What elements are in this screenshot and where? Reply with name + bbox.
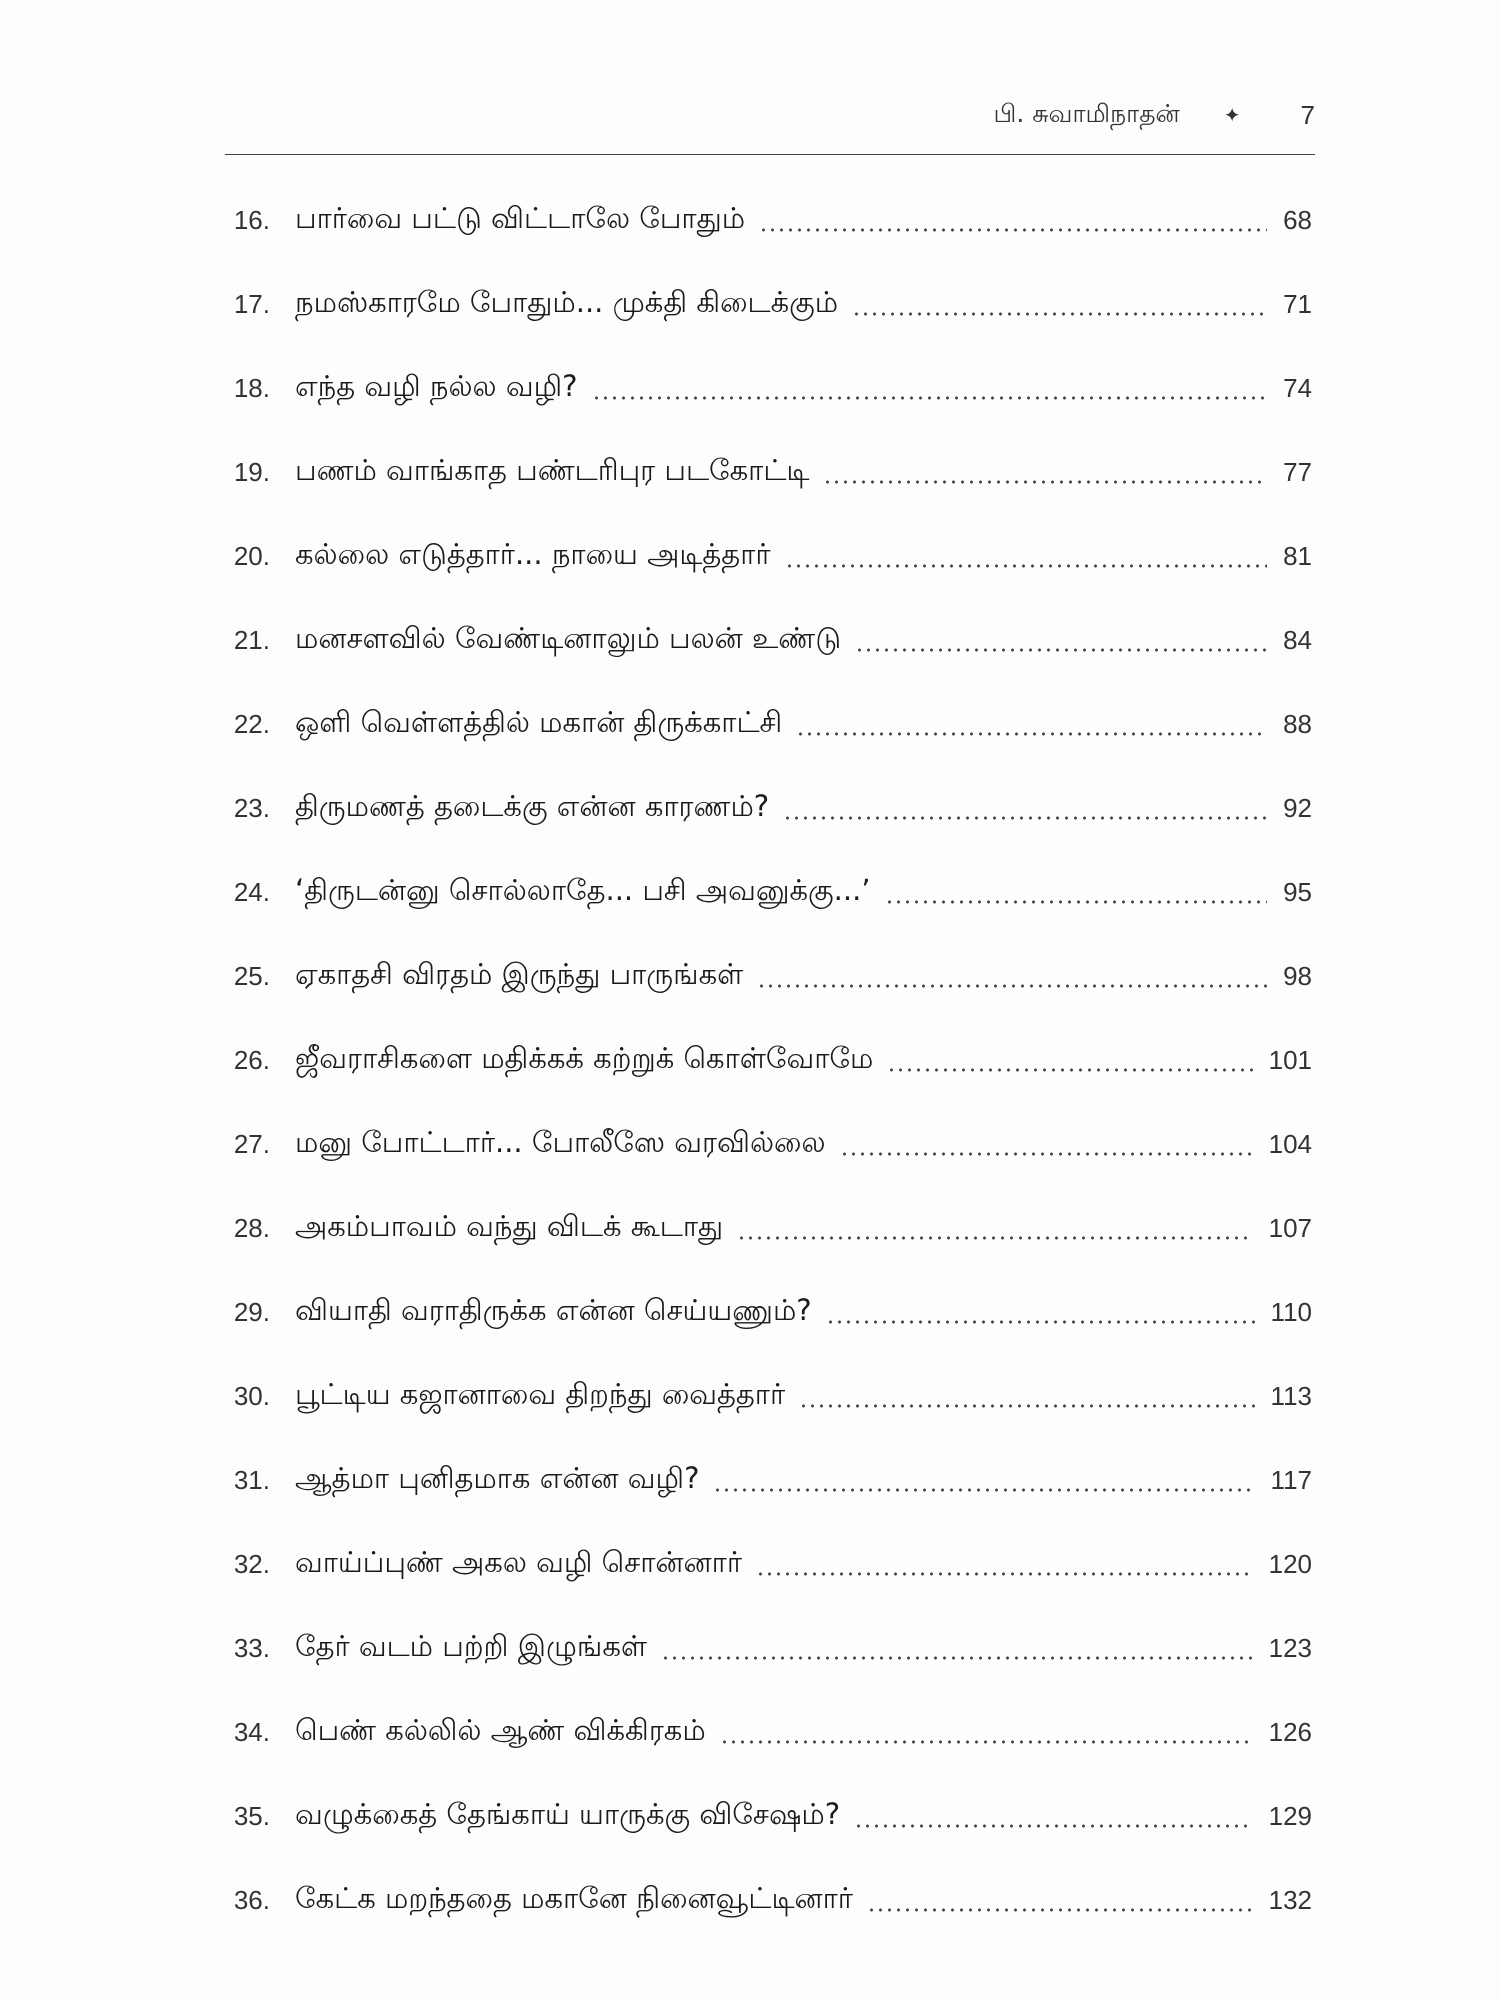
toc-entry: [0, 1366, 1500, 1426]
toc-entry-title: ஆத்மா புனிதமாக என்ன வழி?: [295, 1461, 700, 1495]
toc-entry: [0, 1450, 1500, 1510]
toc-entry: [0, 1702, 1500, 1762]
toc-entry-number: 27.: [233, 1128, 270, 1159]
toc-leader-dots: [713, 1488, 1254, 1492]
toc-entry-number: 28.: [233, 1212, 270, 1243]
toc-entry: [0, 1786, 1500, 1846]
toc-entry-page: 77: [1283, 456, 1312, 487]
toc-entry-page: 104: [1268, 1128, 1312, 1159]
toc-entry-title: தேர் வடம் பற்றி இழுங்கள்: [295, 1629, 648, 1663]
toc-entry-page: 117: [1270, 1464, 1312, 1495]
toc-entry-title: ஒளி வெள்ளத்தில் மகான் திருக்காட்சி: [295, 705, 783, 739]
toc-entry-number: 17.: [233, 288, 270, 319]
toc-leader-dots: [592, 396, 1268, 400]
toc-leader-dots: [783, 816, 1267, 820]
toc-leader-dots: [799, 1404, 1254, 1408]
toc-entry-title: ஜீவராசிகளை மதிக்கக் கற்றுக் கொள்வோமே: [295, 1041, 874, 1075]
toc-entry: [0, 1618, 1500, 1678]
toc-leader-dots: [826, 1320, 1255, 1324]
toc-entry-page: 101: [1268, 1044, 1312, 1075]
toc-entry-number: 35.: [233, 1800, 270, 1831]
header-separator-icon: ✦: [1223, 103, 1241, 127]
running-header: [225, 95, 1315, 135]
toc-entry-number: 31.: [233, 1464, 270, 1495]
toc-entry-page: 113: [1270, 1380, 1312, 1411]
toc-entry-page: 126: [1268, 1716, 1312, 1747]
toc-entry-number: 30.: [233, 1380, 270, 1411]
toc-entry-page: 88: [1283, 708, 1312, 739]
toc-entry: [0, 442, 1500, 502]
toc-leader-dots: [759, 228, 1267, 232]
toc-entry-page: 81: [1283, 540, 1312, 571]
toc-entry: [0, 862, 1500, 922]
toc-entry-number: 33.: [233, 1632, 270, 1663]
toc-entry-title: பணம் வாங்காத பண்டரிபுர படகோட்டி: [295, 453, 810, 487]
toc-entry-page: 92: [1283, 792, 1312, 823]
toc-entry: [0, 1198, 1500, 1258]
toc-entry: [0, 1870, 1500, 1930]
toc-entry-number: 16.: [233, 204, 270, 235]
toc-entry: [0, 694, 1500, 754]
toc-entry-title: மனசளவில் வேண்டினாலும் பலன் உண்டு: [295, 621, 842, 655]
toc-entry-page: 110: [1270, 1296, 1312, 1327]
toc-leader-dots: [737, 1236, 1252, 1240]
toc-leader-dots: [885, 900, 1268, 904]
toc-entry-title: வழுக்கைத் தேங்காய் யாருக்கு விசேஷம்?: [295, 1797, 841, 1831]
toc-entry-page: 98: [1283, 960, 1312, 991]
toc-entry-number: 21.: [233, 624, 270, 655]
toc-entry: [0, 610, 1500, 670]
toc-entry: [0, 526, 1500, 586]
toc-leader-dots: [796, 732, 1267, 736]
toc-leader-dots: [867, 1908, 1253, 1912]
toc-leader-dots: [852, 312, 1267, 316]
toc-entry-number: 23.: [233, 792, 270, 823]
toc-entry-page: 74: [1283, 372, 1312, 403]
toc-entry-page: 84: [1283, 624, 1312, 655]
toc-entry-page: 95: [1283, 876, 1312, 907]
toc-entry: [0, 358, 1500, 418]
toc-entry-title: பெண் கல்லில் ஆண் விக்கிரகம்: [295, 1713, 706, 1747]
toc-entry-number: 22.: [233, 708, 270, 739]
toc-entry: [0, 1030, 1500, 1090]
toc-entry-number: 32.: [233, 1548, 270, 1579]
toc-entry-title: எந்த வழி நல்ல வழி?: [295, 369, 578, 403]
toc-entry-page: 107: [1268, 1212, 1312, 1243]
toc-entry-title: கல்லை எடுத்தார்... நாயை அடித்தார்: [295, 537, 771, 571]
toc-entry-title: பார்வை பட்டு விட்டாலே போதும்: [295, 201, 746, 235]
header-rule: [225, 154, 1315, 155]
toc-entry-page: 123: [1268, 1632, 1312, 1663]
toc-entry-number: 19.: [233, 456, 270, 487]
toc-leader-dots: [757, 984, 1267, 988]
toc-entry-number: 34.: [233, 1716, 270, 1747]
toc-entry-number: 24.: [233, 876, 270, 907]
toc-entry: [0, 190, 1500, 250]
toc-entry-number: 18.: [233, 372, 270, 403]
toc-leader-dots: [785, 564, 1268, 568]
toc-entry: [0, 274, 1500, 334]
toc-entry-title: ஏகாதசி விரதம் இருந்து பாருங்கள்: [295, 957, 744, 991]
toc-entry-title: அகம்பாவம் வந்து விடக் கூடாது: [295, 1209, 724, 1243]
toc-entry-number: 36.: [233, 1884, 270, 1915]
toc-entry-title: வியாதி வராதிருக்க என்ன செய்யணும்?: [295, 1293, 812, 1327]
toc-leader-dots: [855, 648, 1267, 652]
header-page-number: 7: [1300, 99, 1315, 130]
toc-leader-dots: [887, 1068, 1252, 1072]
toc-entry-number: 20.: [233, 540, 270, 571]
header-author: பி. சுவாமிநாதன்: [993, 98, 1180, 128]
toc-entry-title: திருமணத் தடைக்கு என்ன காரணம்?: [295, 789, 770, 823]
toc-entry-title: கேட்க மறந்ததை மகானே நினைவூட்டினார்: [295, 1881, 853, 1915]
toc-leader-dots: [756, 1572, 1253, 1576]
toc-entry: [0, 946, 1500, 1006]
toc-entry-title: ‘திருடன்னு சொல்லாதே... பசி அவனுக்கு...’: [295, 873, 871, 907]
toc-leader-dots: [720, 1740, 1253, 1744]
toc-entry-title: நமஸ்காரமே போதும்... முக்தி கிடைக்கும்: [295, 285, 839, 319]
toc-leader-dots: [823, 480, 1267, 484]
toc-entry-number: 26.: [233, 1044, 270, 1075]
toc-entry-number: 29.: [233, 1296, 270, 1327]
toc-entry-page: 68: [1283, 204, 1312, 235]
toc-entry-title: பூட்டிய கஜானாவை திறந்து வைத்தார்: [295, 1377, 786, 1411]
toc-leader-dots: [840, 1152, 1253, 1156]
toc-entry-page: 120: [1268, 1548, 1312, 1579]
toc-entry: [0, 778, 1500, 838]
toc-entry-page: 129: [1268, 1800, 1312, 1831]
toc-entry: [0, 1282, 1500, 1342]
toc-leader-dots: [661, 1656, 1253, 1660]
toc-entry-page: 132: [1268, 1884, 1312, 1915]
toc-entry: [0, 1534, 1500, 1594]
toc-entry-title: மனு போட்டார்... போலீஸே வரவில்லை: [295, 1125, 826, 1159]
toc-entry-number: 25.: [233, 960, 270, 991]
toc-entry: [0, 1114, 1500, 1174]
toc-entry-title: வாய்ப்புண் அகல வழி சொன்னார்: [295, 1545, 742, 1579]
toc-entry-page: 71: [1283, 288, 1312, 319]
toc-leader-dots: [854, 1824, 1252, 1828]
